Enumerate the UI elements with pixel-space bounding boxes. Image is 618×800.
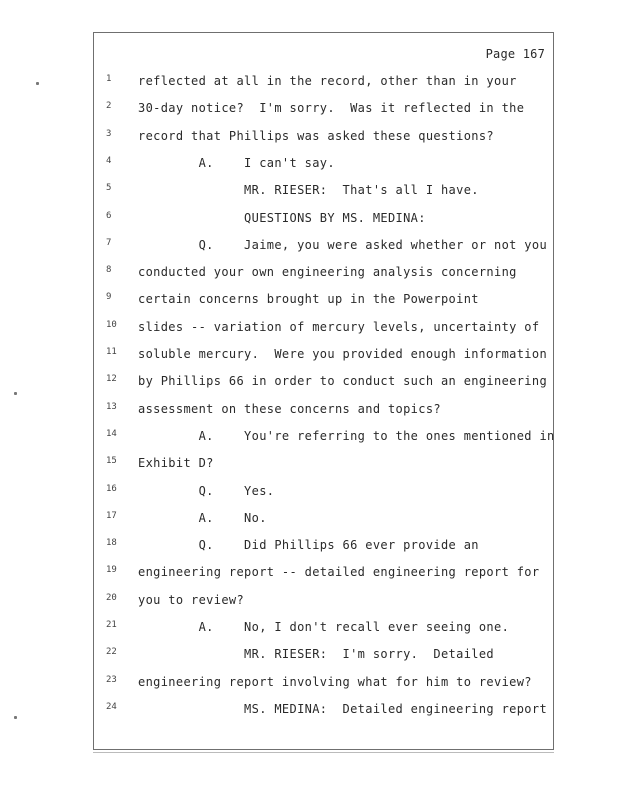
line-number: 4 (106, 155, 112, 166)
line-number: 8 (106, 265, 112, 276)
line-text: A. No. (138, 510, 267, 525)
line-number: 9 (106, 292, 112, 303)
line-number: 24 (106, 701, 117, 712)
transcript-line (94, 484, 553, 502)
transcript-line (94, 675, 553, 693)
page-number: Page 167 (485, 47, 545, 61)
transcript-line (94, 456, 553, 474)
bottom-rule (93, 752, 554, 753)
line-number: 7 (106, 237, 112, 248)
transcript-line (94, 74, 553, 92)
line-number: 12 (106, 374, 117, 385)
transcript-line (94, 511, 553, 529)
line-number: 22 (106, 647, 117, 658)
transcript-page (93, 32, 554, 750)
line-text: Q. Did Phillips 66 ever provide an (138, 538, 479, 553)
transcript-line (94, 292, 553, 310)
line-number: 23 (106, 674, 117, 685)
line-number: 17 (106, 510, 117, 521)
transcript-line (94, 593, 553, 611)
transcript-line (94, 183, 553, 201)
line-text: reflected at all in the record, other than in your (138, 74, 517, 88)
transcript-line (94, 374, 553, 392)
line-text: engineering report -- detailed engineering report for (138, 565, 540, 580)
line-number: 11 (106, 347, 117, 357)
line-number: 3 (106, 128, 112, 139)
line-text: A. No, I don't recall ever seeing one. (138, 620, 510, 634)
transcript-line (94, 620, 553, 638)
scan-speck (36, 82, 39, 85)
scan-speck (14, 716, 17, 719)
line-number: 10 (106, 319, 117, 330)
transcript-line (94, 429, 553, 447)
line-number: 21 (106, 620, 117, 630)
line-number: 16 (106, 483, 117, 494)
line-number: 6 (106, 210, 112, 221)
line-text: MS. MEDINA: Detailed engineering report (138, 701, 548, 716)
transcript-line (94, 156, 553, 174)
transcript-line (94, 565, 553, 583)
scan-speck (14, 392, 17, 395)
line-text: Q. Yes. (138, 483, 275, 498)
line-text: MR. RIESER: I'm sorry. Detailed (138, 647, 495, 662)
line-number: 1 (106, 74, 112, 84)
line-text: by Phillips 66 in order to conduct such an engineering (138, 374, 548, 389)
transcript-line (94, 347, 553, 365)
line-text: A. I can't say. (138, 155, 335, 170)
line-text: Q. Jaime, you were asked whether or not you (138, 237, 548, 252)
line-text: MR. RIESER: That's all I have. (138, 183, 479, 198)
transcript-line (94, 702, 553, 720)
line-text: certain concerns brought up in the Powerpoint (138, 292, 479, 307)
line-text: you to review? (138, 592, 245, 607)
transcript-line (94, 538, 553, 556)
line-text: slides -- variation of mercury levels, uncertainty of (138, 319, 540, 334)
line-number: 13 (106, 401, 117, 412)
line-text: 30-day notice? I'm sorry. Was it reflected in the (138, 101, 525, 116)
line-number: 2 (106, 101, 112, 112)
line-number: 19 (106, 565, 117, 576)
line-text: QUESTIONS BY MS. MEDINA: (138, 210, 426, 225)
line-number: 15 (106, 456, 117, 467)
line-number: 5 (106, 183, 112, 194)
transcript-line (94, 129, 553, 147)
line-number: 14 (106, 428, 117, 439)
line-text: assessment on these concerns and topics? (138, 401, 441, 416)
transcript-line (94, 101, 553, 119)
line-text: soluble mercury. Were you provided enough information (138, 347, 548, 361)
line-text: Exhibit D? (138, 456, 214, 471)
line-text: record that Phillips was asked these questions? (138, 128, 495, 143)
line-number: 18 (106, 538, 117, 549)
transcript-line (94, 238, 553, 256)
transcript-line (94, 265, 553, 283)
line-text: conducted your own engineering analysis concerning (138, 265, 517, 280)
line-number: 20 (106, 592, 117, 603)
transcript-line (94, 647, 553, 665)
line-text: engineering report involving what for him to review? (138, 674, 532, 689)
line-text: A. You're referring to the ones mentioned in (138, 428, 555, 443)
transcript-line (94, 320, 553, 338)
transcript-line (94, 402, 553, 420)
transcript-line (94, 211, 553, 229)
